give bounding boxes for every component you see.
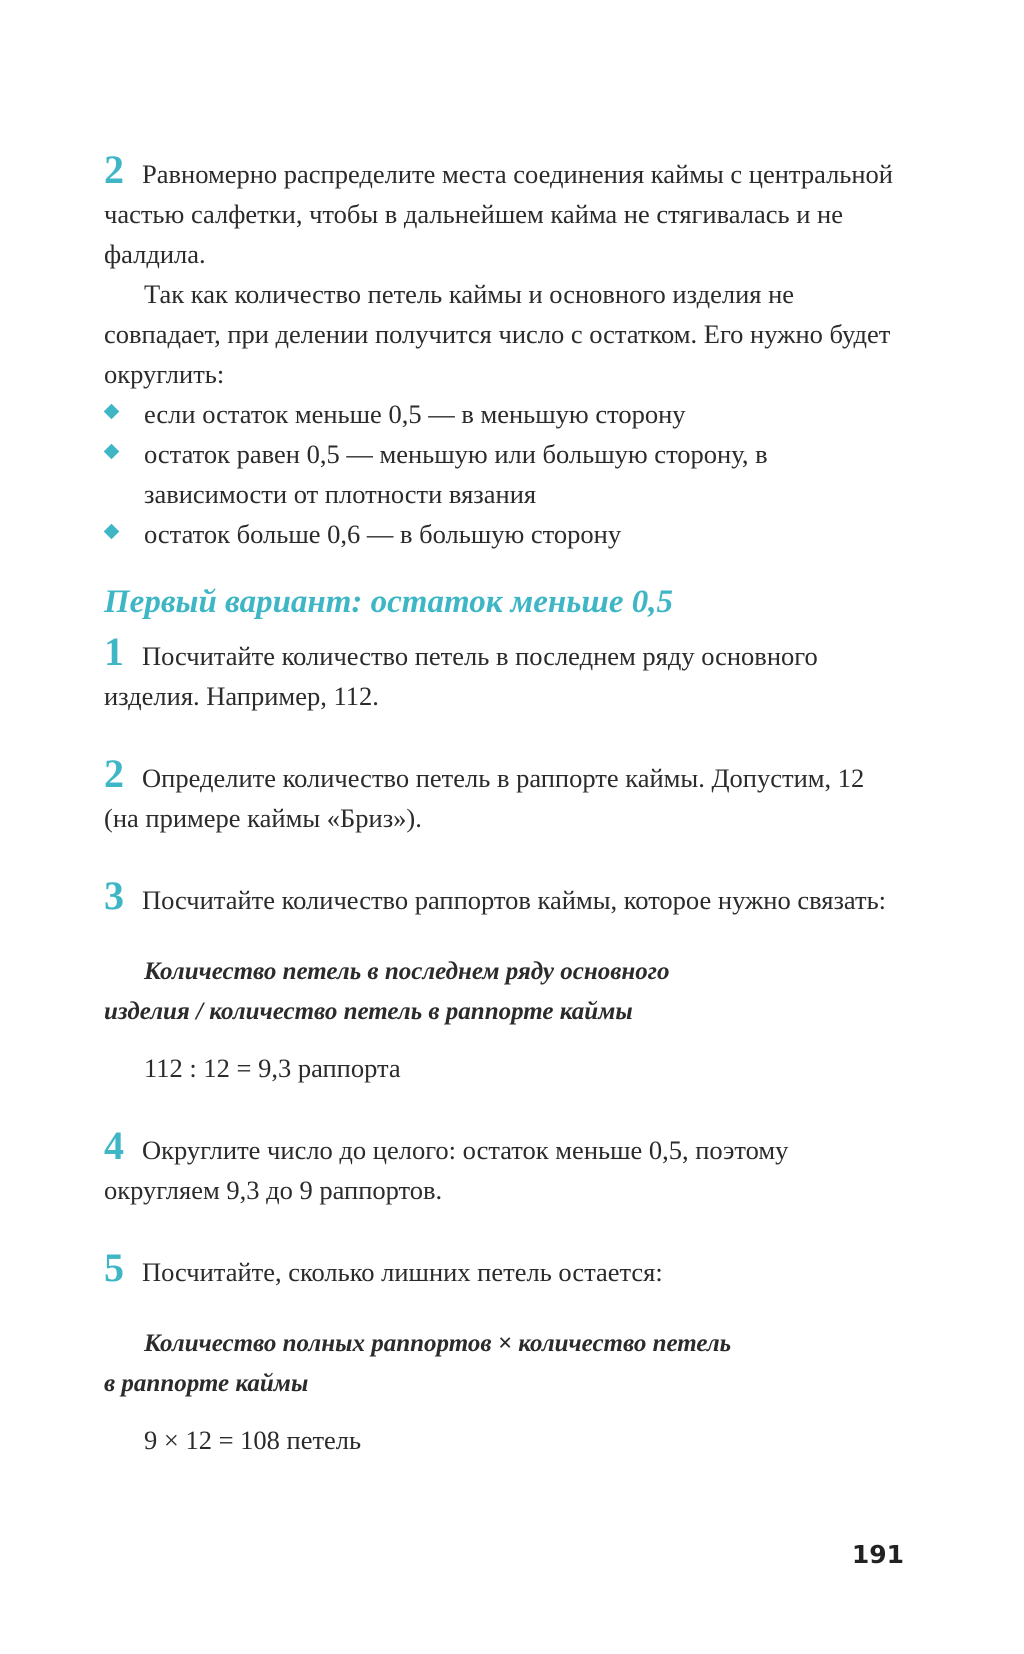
list-item bbox=[104, 394, 904, 434]
step-text: Посчитайте, сколько лишних петель остается: bbox=[142, 1257, 663, 1287]
step-2 bbox=[104, 751, 904, 838]
section-heading: Первый вариант: остаток меньше 0,5 bbox=[104, 584, 673, 620]
diamond-bullet-icon bbox=[104, 524, 120, 540]
step-number: 3 bbox=[104, 873, 124, 918]
list-item-text: остаток больше 0,6 — в большую сторону bbox=[144, 519, 622, 549]
step-text: Равномерно распределите места соединения каймы с центральной частью салфетки, чтобы в дальнейшем кайма не стягивалась и не фалдила. bbox=[104, 159, 893, 269]
formula-line: Количество полных раппортов × количество петель bbox=[144, 1330, 732, 1357]
step-number: 4 bbox=[104, 1123, 124, 1168]
step-text: Определите количество петель в раппорте каймы. Допустим, 12 (на примере каймы «Бриз»). bbox=[104, 763, 865, 833]
list-item bbox=[104, 434, 904, 514]
page-content bbox=[104, 147, 904, 1460]
intro-step-2 bbox=[104, 147, 904, 274]
formula-line: в раппорте каймы bbox=[104, 1370, 309, 1397]
step-number: 2 bbox=[104, 751, 124, 796]
calculation-2: 9 × 12 = 108 петель bbox=[144, 1425, 362, 1455]
step-1 bbox=[104, 629, 904, 716]
diamond-bullet-icon bbox=[104, 444, 120, 460]
formula-line: Количество петель в последнем ряду основного bbox=[144, 958, 670, 985]
page-number: 191 bbox=[851, 1540, 904, 1569]
step-4 bbox=[104, 1123, 904, 1210]
formula-2 bbox=[104, 1324, 904, 1404]
formula-1 bbox=[104, 952, 904, 1032]
list-item-text: если остаток меньше 0,5 — в меньшую сторону bbox=[144, 399, 686, 429]
step-text: Посчитайте количество раппортов каймы, которое нужно связать: bbox=[142, 885, 887, 915]
formula-line: изделия / количество петель в раппорте каймы bbox=[104, 998, 633, 1025]
list-item-text: остаток равен 0,5 — меньшую или большую сторону, в зависимости от плотности вязания bbox=[144, 439, 768, 509]
step-text: Округлите число до целого: остаток меньше 0,5, поэтому округляем 9,3 до 9 раппортов. bbox=[104, 1135, 789, 1205]
step-number: 2 bbox=[104, 147, 124, 192]
step-number: 1 bbox=[104, 629, 124, 674]
step-number: 5 bbox=[104, 1245, 124, 1290]
intro-paragraph: Так как количество петель каймы и основного изделия не совпадает, при делении получится число с остатком. Его нужно будет округлить: bbox=[104, 279, 891, 389]
calculation-1: 112 : 12 = 9,3 раппорта bbox=[144, 1053, 401, 1083]
step-5 bbox=[104, 1245, 904, 1292]
step-text: Посчитайте количество петель в последнем ряду основного изделия. Например, 112. bbox=[104, 641, 818, 711]
list-item bbox=[104, 514, 904, 554]
diamond-bullet-icon bbox=[104, 404, 120, 420]
rounding-rules-list bbox=[104, 394, 904, 554]
step-3 bbox=[104, 873, 904, 920]
